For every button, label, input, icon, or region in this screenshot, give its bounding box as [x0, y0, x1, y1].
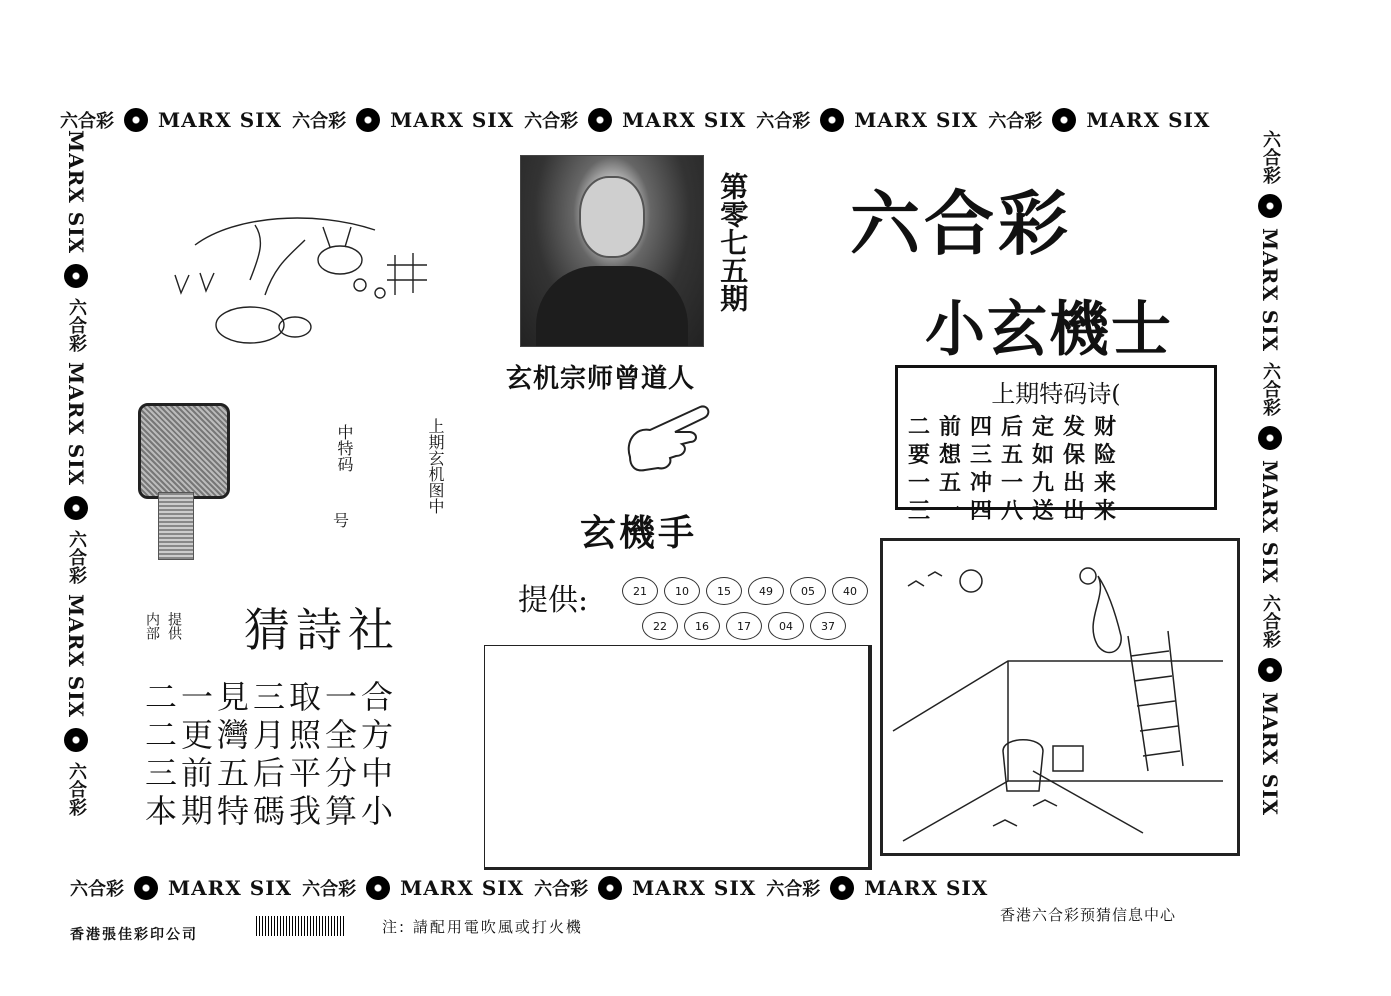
xuanji-provider: 提供:	[518, 583, 589, 618]
number-ball: 17	[726, 612, 762, 640]
xuanji-title: 玄機手	[580, 512, 698, 554]
sub-title: 小玄機士	[925, 295, 1173, 365]
flower-icon	[64, 496, 88, 520]
border-lhc-text: 六合彩	[756, 111, 811, 132]
border-marx-text: MARX SIX	[158, 108, 283, 132]
riddle-line: 三前五后平分中	[145, 754, 398, 792]
number-ball: 16	[684, 612, 720, 640]
numbers-row-1	[622, 577, 868, 605]
number-ball: 15	[706, 577, 742, 605]
border-lhc-text: 六合彩	[66, 762, 87, 817]
poem-title: 上期特码诗(	[991, 380, 1121, 408]
border-marx-text: MARX SIX	[632, 876, 757, 900]
border-marx-text: MARX SIX	[400, 876, 525, 900]
flower-icon	[588, 108, 612, 132]
number-ball: 21	[622, 577, 658, 605]
border-marx-text: MARX SIX	[168, 876, 293, 900]
riddle-line: 二更灣月照全方	[145, 716, 398, 754]
scene-illustration	[880, 538, 1240, 856]
border-marx-text: MARX SIX	[854, 108, 979, 132]
riddle-block	[145, 678, 397, 830]
border-lhc-text: 六合彩	[766, 879, 821, 900]
flower-icon	[1258, 426, 1282, 450]
provider-dept: 内部	[144, 612, 160, 640]
numbers-row-2	[642, 612, 846, 640]
border-lhc-text: 六合彩	[1260, 362, 1281, 417]
number-ball: 40	[832, 577, 868, 605]
border-lhc-text: 六合彩	[988, 111, 1043, 132]
border-marx-text: MARX SIX	[390, 108, 515, 132]
poem-line: 二前四后定发财	[908, 414, 1126, 440]
border-marx-text: MARX SIX	[64, 362, 88, 487]
border-marx-text: MARX SIX	[1258, 460, 1282, 585]
number-ball: 04	[768, 612, 804, 640]
flower-icon	[356, 108, 380, 132]
number-ball: 22	[642, 612, 678, 640]
border-lhc-text: 六合彩	[534, 879, 589, 900]
master-name: 玄机宗师曾道人	[506, 364, 696, 394]
border-bottom	[70, 868, 1290, 908]
hint-line2: 中特码	[335, 424, 354, 472]
number-ball: 37	[810, 612, 846, 640]
provider-label: 提供	[166, 612, 182, 640]
border-marx-text: MARX SIX	[64, 130, 88, 255]
border-left	[56, 130, 96, 900]
border-lhc-text: 六合彩	[1260, 594, 1281, 649]
border-lhc-text: 六合彩	[66, 298, 87, 353]
border-lhc-text: 六合彩	[524, 111, 579, 132]
border-marx-text: MARX SIX	[622, 108, 747, 132]
flower-icon	[830, 876, 854, 900]
border-marx-text: MARX SIX	[1258, 228, 1282, 353]
border-marx-text: MARX SIX	[1258, 692, 1282, 817]
barcode-image	[256, 916, 346, 936]
blank-reveal-area	[484, 645, 872, 870]
main-title: 六合彩	[850, 183, 1072, 265]
border-lhc-text: 六合彩	[70, 879, 124, 900]
poem-line: 要想三五如保险	[908, 442, 1126, 468]
flower-icon	[366, 876, 390, 900]
border-right	[1250, 130, 1290, 870]
number-ball: 10	[664, 577, 700, 605]
fan-image	[138, 403, 230, 499]
master-portrait	[520, 155, 704, 347]
info-center: 香港六合彩预猜信息中心	[1000, 906, 1177, 924]
fan-handle-image	[158, 492, 194, 560]
flower-icon	[1258, 194, 1282, 218]
border-lhc-text: 六合彩	[292, 111, 347, 132]
number-ball: 49	[748, 577, 784, 605]
border-lhc-text: 六合彩	[66, 530, 87, 585]
usage-note: 注: 請配用電吹風或打火機	[382, 918, 583, 936]
poem-box	[895, 365, 1217, 524]
border-lhc-text: 六合彩	[302, 879, 357, 900]
border-marx-text: MARX SIX	[64, 594, 88, 719]
border-marx-text: MARX SIX	[1086, 108, 1211, 132]
society-title: 猜詩社	[244, 603, 400, 657]
monkey-ladder-drawing	[883, 541, 1237, 853]
number-ball: 05	[790, 577, 826, 605]
flower-icon	[598, 876, 622, 900]
flower-icon	[820, 108, 844, 132]
border-lhc-text: 六合彩	[60, 111, 114, 132]
riddle-line: 本期特碼我算小	[145, 792, 398, 830]
printer-name: 香港張佳彩印公司	[70, 927, 198, 943]
flower-icon	[64, 264, 88, 288]
rabbit-illustration	[155, 185, 455, 360]
flower-icon	[134, 876, 158, 900]
hint-line3: 号	[333, 511, 350, 530]
border-top	[60, 100, 1290, 140]
poem-line: 三一四八送出来	[908, 498, 1126, 524]
border-lhc-text: 六合彩	[1260, 130, 1281, 184]
flower-icon	[124, 108, 148, 132]
poem-line: 一五冲一九出来	[908, 470, 1126, 496]
riddle-line: 二一見三取一合	[145, 678, 398, 716]
flower-icon	[1052, 108, 1076, 132]
flower-icon	[64, 728, 88, 752]
hint-line1: 上期玄机图中	[426, 418, 445, 514]
border-marx-text: MARX SIX	[864, 876, 989, 900]
pointing-hand-icon	[620, 402, 715, 480]
flower-icon	[1258, 658, 1282, 682]
issue-number: 第零七五期	[716, 172, 750, 312]
